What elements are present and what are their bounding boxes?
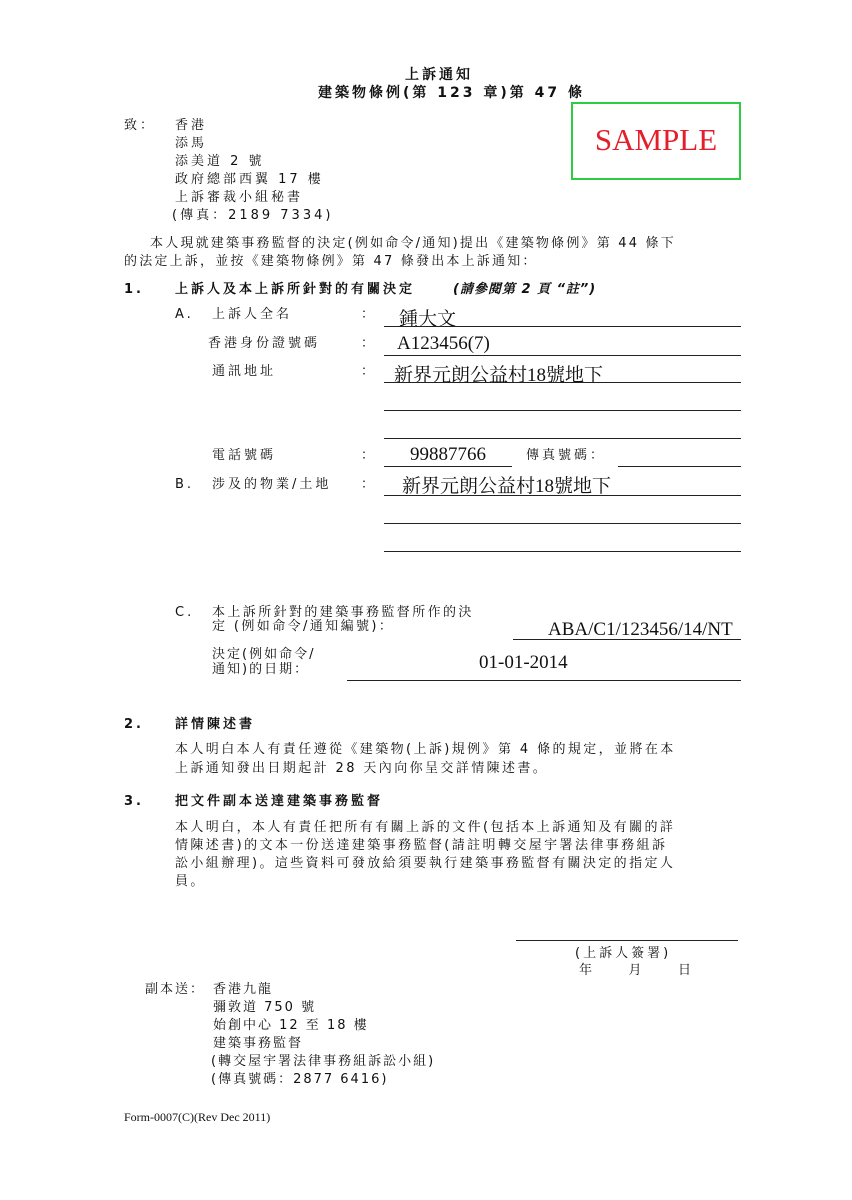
signature-date: 年 月 日 [579, 963, 696, 978]
answer-line [618, 466, 741, 467]
section-2-heading: 詳情陳述書 [175, 717, 256, 732]
sample-stamp-text: SAMPLE [594, 122, 718, 157]
hkid-label: 香港身份證號碼 [208, 336, 321, 351]
signature-line [516, 940, 738, 941]
colon: ： [361, 448, 378, 463]
to-address-line: (傳真：2189 7334) [172, 208, 334, 223]
to-address-line: 上訴審裁小組秘書 [175, 190, 304, 205]
to-address-line: 添美道 2 號 [175, 154, 265, 169]
cc-address-line: 香港九龍 [213, 982, 274, 997]
section-3-number: 3. [124, 794, 144, 809]
intro-line: 的法定上訴，並按《建築物條例》第 47 條發出本上訴通知： [124, 254, 538, 269]
section-2-text-line: 上訴通知發出日期起計 28 天內向你呈交詳情陳述書。 [175, 761, 549, 776]
answer-line [384, 495, 741, 496]
section-1-number: 1. [124, 282, 144, 297]
cc-address-line: 建築事務監督 [213, 1036, 304, 1051]
cc-label: 副本送： [145, 982, 206, 997]
section-3-text-line: 員。 [175, 874, 206, 889]
phone-label: 電話號碼 [212, 448, 277, 463]
address-value: 新界元朗公益村18號地下 [394, 365, 604, 386]
appellant-name-value: 鍾大文 [399, 309, 457, 330]
sample-stamp [571, 102, 741, 180]
ordinance-subtitle: 建築物條例(第 123 章)第 47 條 [318, 85, 585, 101]
address-label: 通訊地址 [212, 364, 277, 379]
to-address-line: 添馬 [175, 136, 208, 151]
decision-label-line: 本上訴所針對的建築事務監督所作的決 [212, 605, 474, 620]
answer-line [384, 410, 741, 411]
answer-line [347, 680, 741, 681]
decision-number-value: ABA/C1/123456/14/NT [548, 619, 733, 640]
section-2-number: 2. [124, 717, 144, 732]
answer-line [384, 382, 741, 383]
decision-date-label-line: 通知)的日期： [212, 662, 310, 677]
signature-label: (上訴人簽署) [575, 946, 672, 961]
section-1-note: (請參閱第 2 頁 “註”) [453, 282, 597, 297]
decision-label-line: 定 (例如命令/通知編號)： [212, 619, 395, 634]
section-3-text-line: 訟小組辦理)。這些資料可發放給須要執行建築事務監督有關決定的指定人 [175, 856, 676, 871]
section-1-heading: 上訴人及本上訴所針對的有關決定 [175, 282, 416, 297]
section-3-text-line: 情陳述書)的文本一份送達建築事務監督(請註明轉交屋宇署法律事務組訴 [175, 838, 668, 853]
answer-line [384, 326, 741, 327]
decision-date-label-line: 決定(例如命令/ [212, 647, 316, 662]
to-address-line: 政府總部西翼 17 樓 [175, 172, 324, 187]
fax-label: 傳真號碼： [526, 448, 607, 463]
answer-line [384, 355, 741, 356]
answer-line [513, 639, 741, 640]
intro-line: 本人現就建築事務監督的決定(例如命令/通知)提出《建築物條例》第 44 條下 [150, 236, 676, 251]
answer-line [384, 551, 741, 552]
property-label: 涉及的物業/土地 [212, 477, 332, 492]
section-3-text-line: 本人明白，本人有責任把所有有關上訴的文件(包括本上訴通知及有關的詳 [175, 820, 676, 835]
section-2-text-line: 本人明白本人有責任遵從《建築物(上訴)規例》第 4 條的規定，並將在本 [175, 742, 676, 757]
form-code: Form-0007(C)(Rev Dec 2011) [124, 1110, 271, 1124]
hkid-value: A123456(7) [397, 333, 490, 354]
section-3-heading: 把文件副本送達建築事務監督 [175, 794, 384, 809]
appellant-name-label: 上訴人全名 [212, 307, 293, 322]
decision-date-value: 01-01-2014 [479, 652, 568, 673]
property-value: 新界元朗公益村18號地下 [402, 476, 612, 497]
part-a-label: A. [175, 307, 194, 322]
cc-address-line: 始創中心 12 至 18 樓 [213, 1018, 369, 1033]
cc-address-line: 彌敦道 750 號 [213, 1000, 317, 1015]
notice-title: 上訴通知 [405, 67, 473, 83]
to-address-line: 香港 [175, 118, 208, 133]
colon: ： [361, 336, 378, 351]
answer-line [384, 466, 512, 467]
colon: ： [361, 477, 378, 492]
part-b-label: B. [175, 477, 195, 492]
part-c-label: C. [175, 605, 195, 620]
to-label: 致： [124, 118, 157, 133]
answer-line [384, 438, 741, 439]
cc-address-line: (轉交屋宇署法律事務組訴訟小組) [211, 1054, 436, 1069]
cc-address-line: (傳真號碼：2877 6416) [211, 1072, 389, 1087]
colon: ： [361, 307, 378, 322]
colon: ： [361, 364, 378, 379]
phone-value: 99887766 [410, 444, 486, 465]
answer-line [384, 523, 741, 524]
